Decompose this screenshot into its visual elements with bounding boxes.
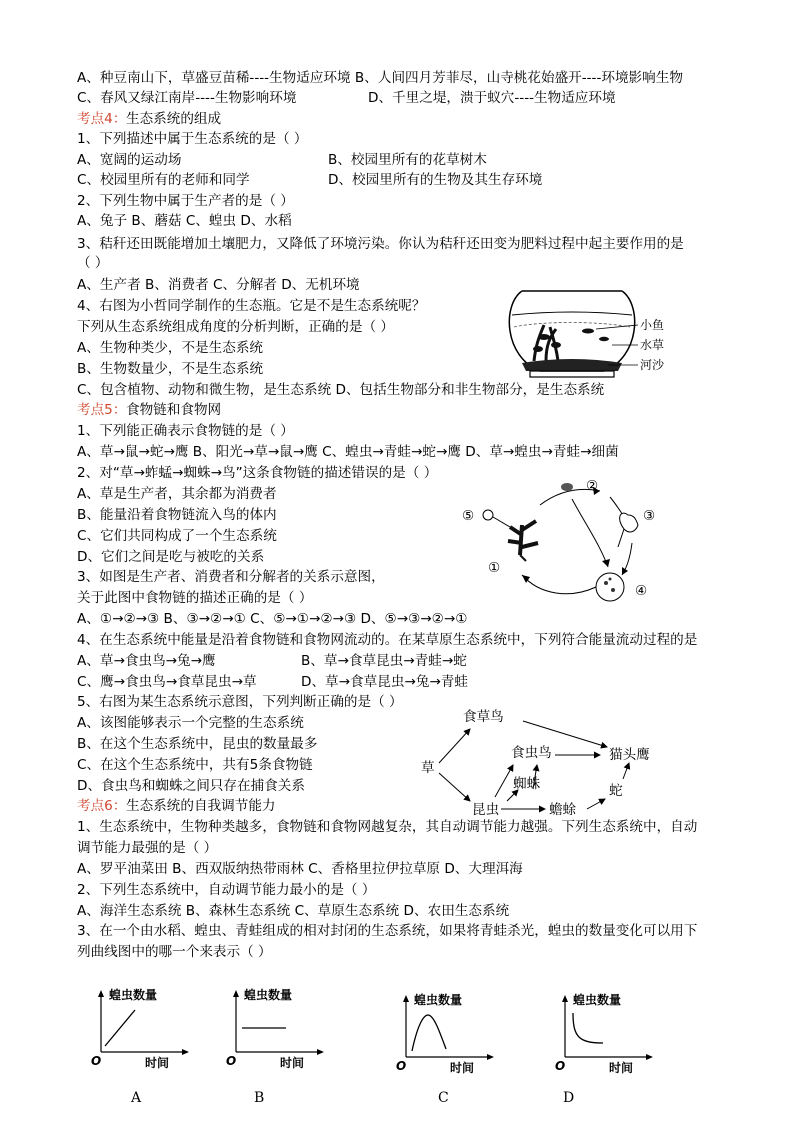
node-herbivorous-bird: 食草鸟 — [463, 709, 504, 725]
graph-option-letter: D — [563, 1090, 575, 1106]
label-fish: 小鱼 — [640, 318, 665, 332]
text-line: 1、下列描述中属于生态系统的是（ ） — [77, 131, 308, 147]
text-line: D、它们之间是吃与被吃的关系 — [77, 549, 265, 565]
text-line: 生态系统的自我调节能力 — [126, 798, 276, 814]
text-line: 2、下列生物中属于生产者的是（ ） — [77, 193, 294, 209]
text-line: 5、右图为某生态系统示意图，下列判断正确的是（ ） — [77, 694, 403, 710]
text-line: C、春风又绿江南岸----生物影响环境 — [77, 90, 297, 106]
label-node-5: ⑤ — [462, 508, 475, 524]
text-line: 3、如图是生产者、消费者和分解者的关系示意图， — [77, 569, 385, 585]
text-line: 1、生态系统中，生物种类越多，食物链和食物网越复杂，其自动调节能力越强。下列生态系统中，自动 — [77, 819, 698, 835]
node-insectivorous-bird: 食虫鸟 — [511, 745, 552, 761]
graph-origin-label: O — [91, 1054, 102, 1068]
label-node-2: ② — [586, 478, 599, 494]
section-heading-label: 考点6： — [77, 798, 127, 814]
graph-origin-label: O — [555, 1059, 566, 1073]
food-web-figure — [415, 705, 675, 825]
node-spider: 蜘蛛 — [513, 776, 541, 792]
text-line: 3、在一个由水稻、蝗虫、青蛙组成的相对封闭的生态系统，如果将青蛙杀光，蝗虫的数量变化可以用下 — [77, 923, 698, 939]
node-owl: 猫头鹰 — [609, 747, 650, 763]
section-heading-label: 考点4： — [77, 111, 127, 127]
text-line: D、校园里所有的生物及其生存环境 — [328, 172, 543, 188]
text-line: （ ） — [77, 255, 109, 271]
text-line: C、鹰→食虫鸟→食草昆虫→草 — [77, 674, 257, 690]
text-line: B、校园里所有的花草树木 — [328, 152, 487, 168]
text-line: A、①→②→③ B、③→②→① C、⑤→①→②→③ D、⑤→③→②→① — [77, 611, 468, 627]
text-line: B、能量沿着食物链流入鸟的体内 — [77, 507, 277, 523]
node-insect: 昆虫 — [472, 802, 500, 818]
graph-curve — [105, 1010, 135, 1046]
graph-option — [93, 988, 203, 1073]
text-line: A、海洋生态系统 B、森林生态系统 C、草原生态系统 D、农田生态系统 — [77, 903, 510, 919]
food-web-arrows — [415, 705, 675, 825]
text-line: A、生物种类少，不是生态系统 — [77, 340, 264, 356]
text-line: C、包含植物、动物和微生物，是生态系统 D、包括生物部分和非生物部分，是生态系统 — [77, 382, 605, 398]
text-line: 调节能力最强的是（ ） — [77, 840, 218, 856]
text-line: C、校园里所有的老师和同学 — [77, 172, 250, 188]
graph-origin-label: O — [226, 1054, 237, 1068]
graph-x-label: 时间 — [450, 1061, 475, 1075]
text-line: A、草→食虫鸟→兔→鹰 — [77, 653, 216, 669]
text-line: A、种豆南山下，草盛豆苗稀----生物适应环境 B、人间四月芳菲尽，山寺桃花始盛开----环境影响生物 — [77, 70, 683, 86]
text-line: 1、下列能正确表示食物链的是（ ） — [77, 423, 294, 439]
graph-option — [398, 993, 508, 1078]
text-line: B、在这个生态系统中，昆虫的数量最多 — [77, 736, 318, 752]
text-line: A、草是生产者，其余都为消费者 — [77, 486, 277, 502]
graph-curve — [412, 1015, 446, 1051]
text-line: A、兔子 B、蘑菇 C、蝗虫 D、水稻 — [77, 213, 292, 229]
graph-curve — [573, 1013, 603, 1043]
graph-y-label: 蝗虫数量 — [414, 993, 463, 1007]
graph-x-label: 时间 — [145, 1056, 170, 1070]
graph-option-letter: C — [438, 1090, 449, 1106]
graph-y-label: 蝗虫数量 — [244, 988, 293, 1002]
text-line: D、食虫鸟和蜘蛛之间只存在捕食关系 — [77, 778, 305, 794]
text-line: A、该图能够表示一个完整的生态系统 — [77, 715, 304, 731]
graph-x-label: 时间 — [280, 1056, 305, 1070]
node-grass: 草 — [421, 760, 435, 776]
label-node-3: ③ — [643, 508, 656, 524]
text-line: 生态系统的组成 — [126, 111, 222, 127]
text-line: 2、对“草→蚱蜢→蜘蛛→鸟”这条食物链的描述错误的是（ ） — [77, 465, 438, 481]
graph-y-label: 蝗虫数量 — [573, 993, 622, 1007]
text-line: 3、秸秆还田既能增加土壤肥力，又降低了环境污染。你认为秸秆还田变为肥料过程中起主要作用的是 — [77, 236, 684, 252]
text-line: C、在这个生态系统中，共有5条食物链 — [77, 757, 313, 773]
text-line: B、生物数量少，不是生态系统 — [77, 361, 264, 377]
graph-option-letter: B — [254, 1090, 265, 1106]
graph-option-letter: A — [131, 1090, 142, 1106]
text-line: 列曲线图中的哪一个来表示（ ） — [77, 944, 272, 960]
node-snake: 蛇 — [609, 783, 623, 799]
node-toad: 蟾蜍 — [549, 802, 577, 818]
text-line: 食物链和食物网 — [126, 402, 222, 418]
graph-y-label: 蝗虫数量 — [109, 988, 158, 1002]
section-heading-label: 考点5： — [77, 402, 127, 418]
eco-bottle-figure — [500, 285, 680, 385]
text-line: 下列从生态系统组成角度的分析判断，正确的是（ ） — [77, 319, 394, 335]
text-line: 2、下列生态系统中，自动调节能力最小的是（ ） — [77, 882, 376, 898]
text-line: B、草→食草昆虫→青蛙→蛇 — [301, 653, 467, 669]
text-line: 4、右图为小哲同学制作的生态瓶。它是不是生态系统呢？ — [77, 298, 426, 314]
graph-x-label: 时间 — [609, 1061, 634, 1075]
text-line: D、草→食草昆虫→兔→青蛙 — [301, 674, 468, 690]
text-line: A、草→鼠→蛇→鹰 B、阳光→草→鼠→鹰 C、蝗虫→青蛙→蛇→鹰 D、草→蝗虫→青蛙→细菌 — [77, 444, 619, 460]
text-line: D、千里之堤，溃于蚁穴----生物适应环境 — [368, 90, 616, 106]
label-node-4: ④ — [635, 583, 648, 599]
label-water-grass: 水草 — [640, 338, 665, 352]
graph-option — [557, 993, 667, 1078]
text-line: 关于此图中食物链的描述正确的是（ ） — [77, 590, 313, 606]
cycle-figure — [460, 475, 665, 610]
graph-origin-label: O — [396, 1059, 407, 1073]
text-line: 4、在生态系统中能量是沿着食物链和食物网流动的。在某草原生态系统中，下列符合能量流动过程的是 — [77, 632, 698, 648]
text-line: A、罗平油菜田 B、西双版纳热带雨林 C、香格里拉伊拉草原 D、大理洱海 — [77, 861, 523, 877]
label-river-sand: 河沙 — [640, 358, 665, 372]
text-line: A、生产者 B、消费者 C、分解者 D、无机环境 — [77, 277, 360, 293]
label-node-1: ① — [488, 560, 501, 576]
text-line: A、宽阔的运动场 — [77, 152, 182, 168]
graph-option — [228, 988, 338, 1073]
text-line: C、它们共同构成了一个生态系统 — [77, 528, 277, 544]
